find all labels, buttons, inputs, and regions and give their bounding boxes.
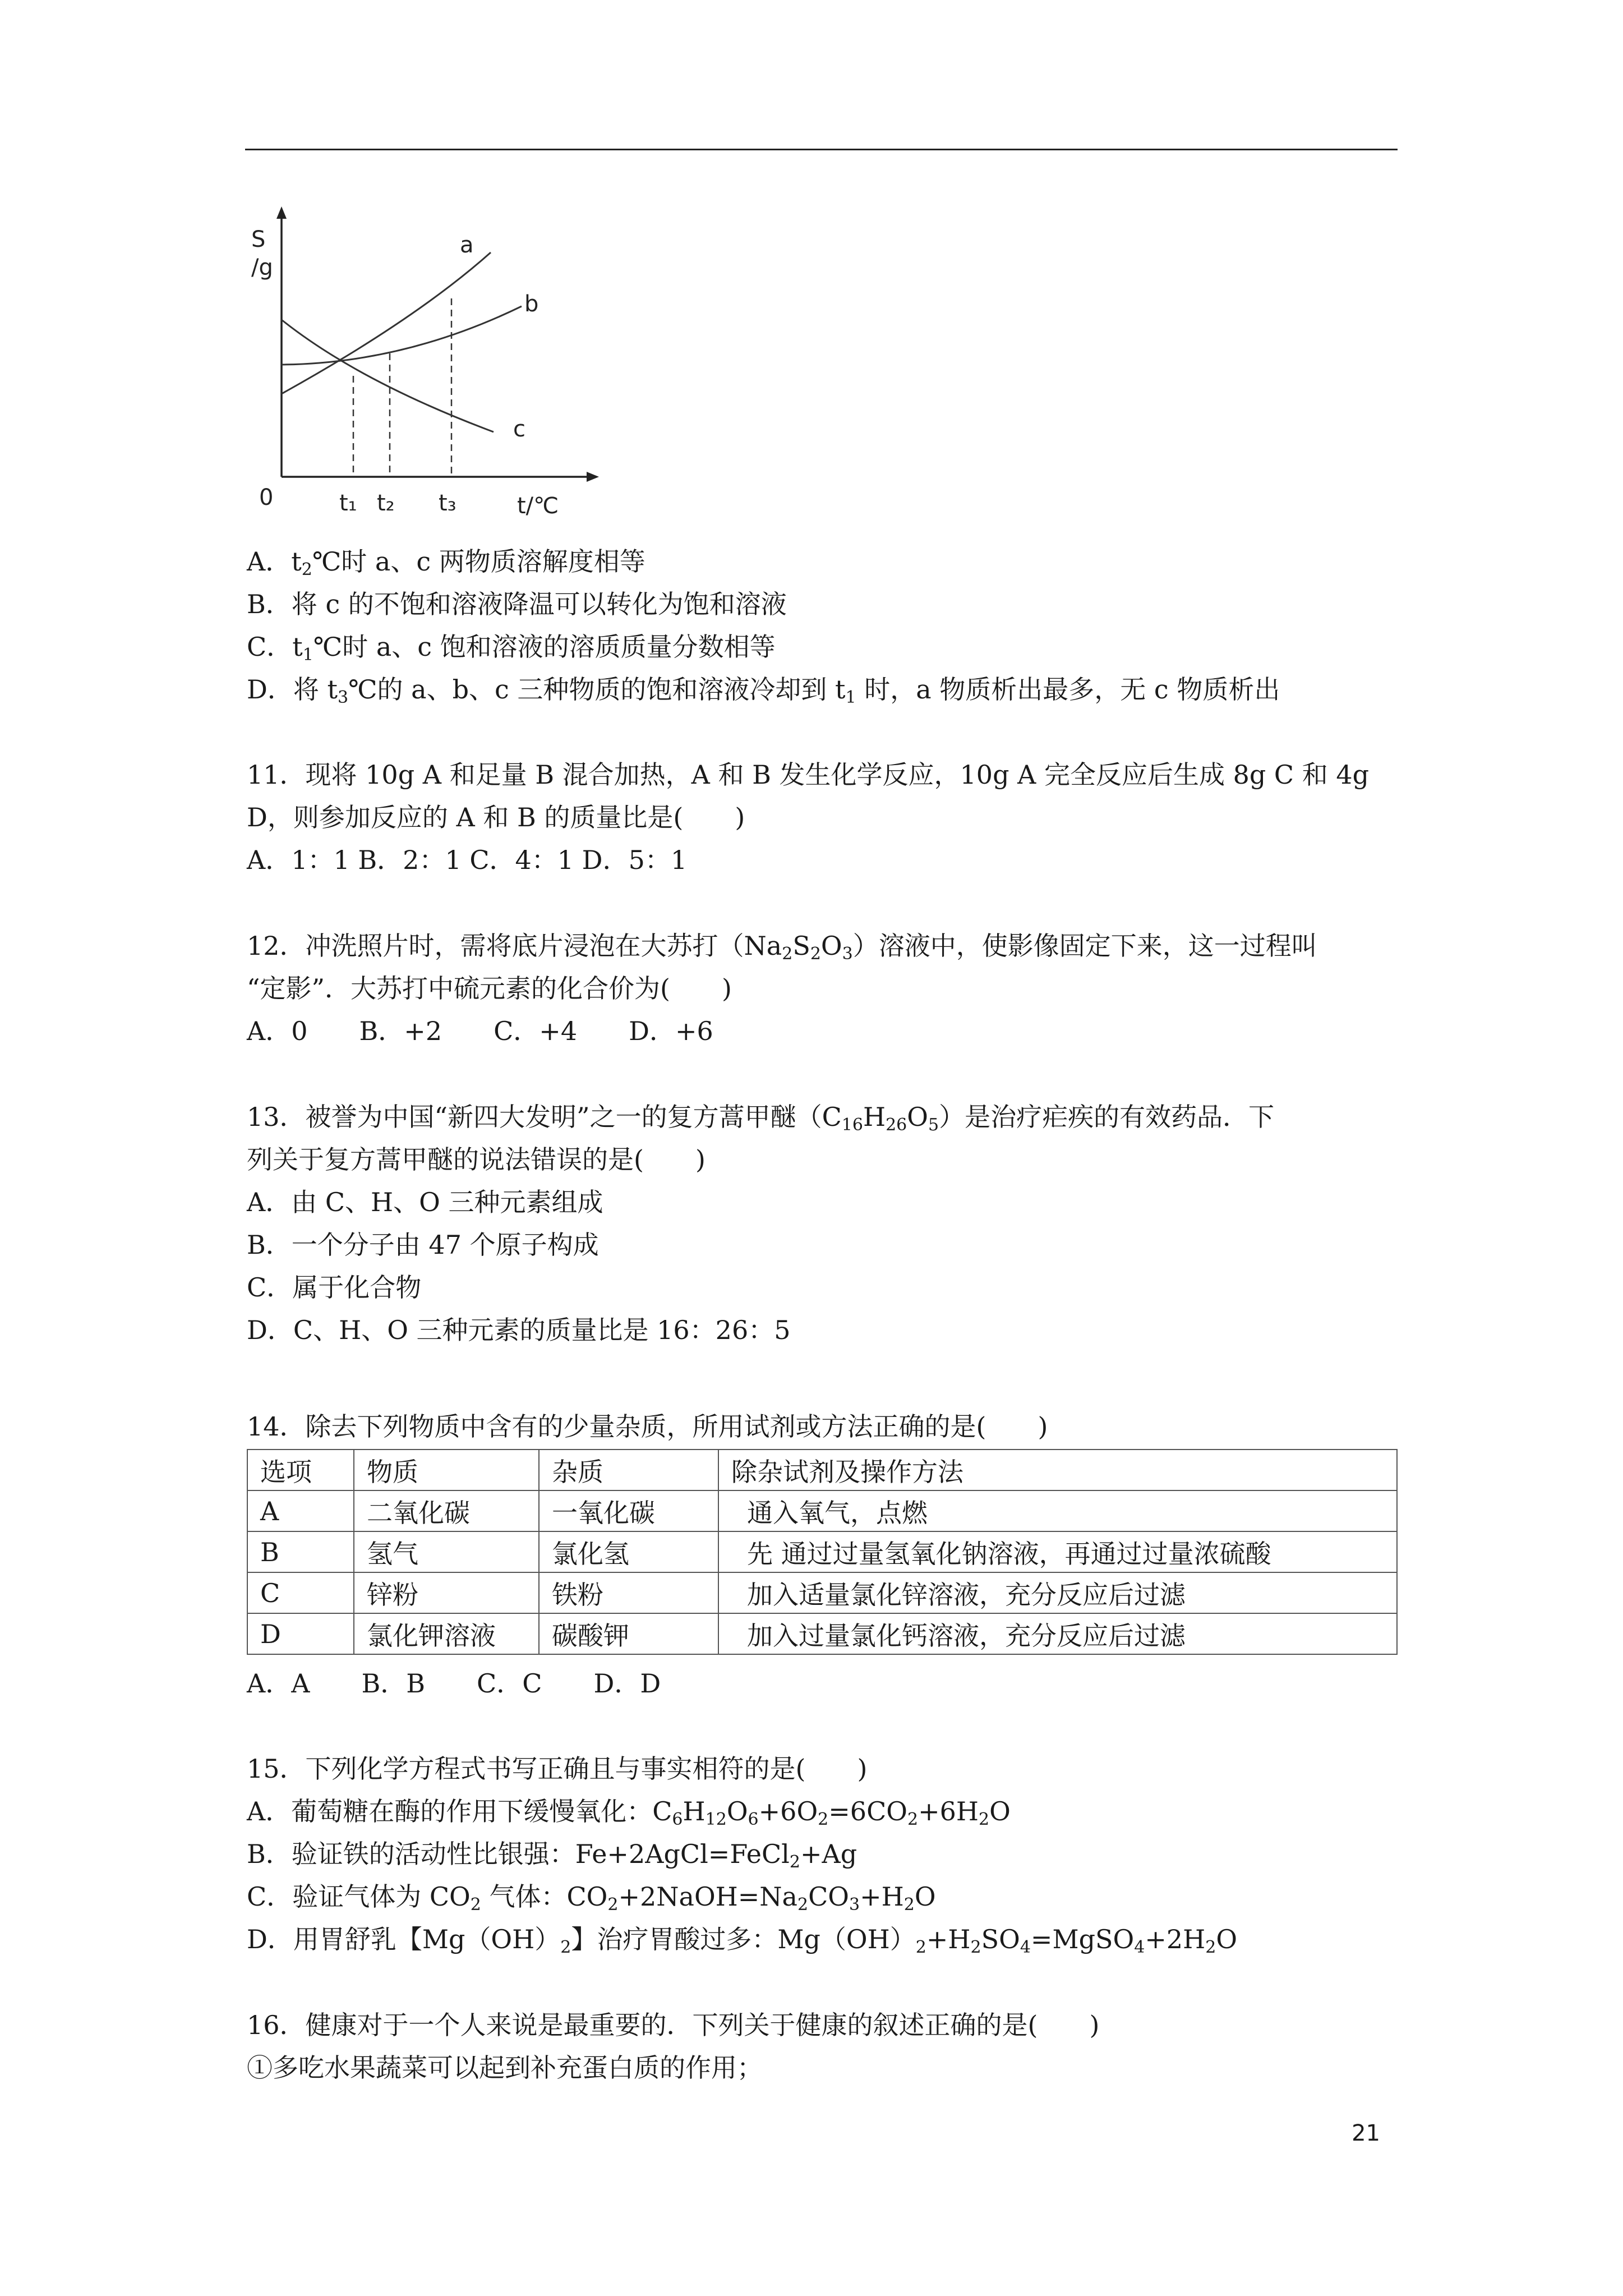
table-cell: 先 通过过量氢氧化钠溶液，再通过过量浓硫酸 — [718, 1531, 1397, 1572]
q15-option-b: B．验证铁的活动性比银强：Fe+2AgCl=FeCl$_2$+Ag — [247, 1839, 857, 1872]
table-header-cell: 物质 — [354, 1450, 539, 1490]
tick-t2: t₂ — [377, 490, 395, 516]
q13-stem-line2: 列关于复方蒿甲醚的说法错误的是( ) — [247, 1144, 706, 1175]
curve-a-label: a — [460, 232, 474, 258]
q10-option-d: D．将 $t_3℃$的 a、b、c 三种物质的饱和溶液冷却到 $t_1$ 时，a 物质析出最多，无 c 物质析出 — [247, 674, 1280, 707]
q14-table — [247, 1449, 1398, 1655]
origin-label: 0 — [259, 485, 274, 510]
q12-stem-line1: 12．冲洗照片时，需将底片浸泡在大苏打$(Na_2S_2O_3)$溶液中，使影像固定下来，这一过程叫 — [247, 931, 1317, 964]
x-axis-label: t/℃ — [517, 493, 559, 519]
y-axis-label-s: S — [251, 227, 266, 252]
q13-option-d: D．C、H、O 三种元素的质量比是 16：26：5 — [247, 1315, 791, 1345]
q10-option-c: C．$t_1℃$时 a、c 饱和溶液的溶质质量分数相等 — [247, 632, 776, 665]
table-cell: 加入适量氯化锌溶液，充分反应后过滤 — [718, 1572, 1397, 1613]
tick-t1: t₁ — [339, 490, 357, 516]
table-cell: 通入氧气，点燃 — [718, 1490, 1397, 1531]
q15-option-a: A．葡萄糖在酶的作用下缓慢氧化：$C_6H_{12}O_6+6O_2=6CO_2+6H_2O$ — [247, 1796, 1011, 1829]
table-row — [247, 1613, 1397, 1654]
table-cell: 加入过量氯化钙溶液，充分反应后过滤 — [718, 1613, 1397, 1654]
table-cell: 二氧化碳 — [354, 1490, 539, 1531]
table-header-cell: 选项 — [247, 1450, 354, 1490]
page-number: 21 — [1352, 2120, 1380, 2146]
q15-option-c: C．验证气体为 $CO_2$ 气体：$CO_2+2NaOH=Na_2CO_3+H_2O$ — [247, 1881, 936, 1915]
table-cell: 铁粉 — [539, 1572, 718, 1613]
q13-option-b: B．一个分子由 47 个原子构成 — [247, 1230, 599, 1260]
table-cell: B — [247, 1531, 354, 1572]
curve-c-label: c — [513, 416, 525, 442]
table-cell: 锌粉 — [354, 1572, 539, 1613]
table-header-row — [247, 1450, 1397, 1490]
x-axis-arrow — [587, 472, 599, 482]
table-row — [247, 1572, 1397, 1613]
q13-option-c: C．属于化合物 — [247, 1272, 422, 1303]
table-header-cell: 除杂试剂及操作方法 — [718, 1450, 1397, 1490]
curve-a — [282, 252, 491, 394]
q15-stem: 15．下列化学方程式书写正确且与事实相符的是( ) — [247, 1754, 868, 1784]
table-cell: 氯化钾溶液 — [354, 1613, 539, 1654]
q12-options: A．0 B．+2 C．+4 D．+6 — [247, 1016, 713, 1046]
solubility-curve-figure — [247, 196, 639, 522]
table-cell: 一氧化碳 — [539, 1490, 718, 1531]
table-row — [247, 1531, 1397, 1572]
y-axis-label-unit: /g — [251, 255, 273, 280]
table-row — [247, 1490, 1397, 1531]
table-cell: D — [247, 1613, 354, 1654]
table-cell: A — [247, 1490, 354, 1531]
table-cell: 氢气 — [354, 1531, 539, 1572]
curve-b-label: b — [524, 291, 539, 317]
y-axis-arrow — [276, 206, 287, 219]
table-cell: 碳酸钾 — [539, 1613, 718, 1654]
table-cell: C — [247, 1572, 354, 1613]
q11-options: A．1：1 B．2：1 C．4：1 D．5：1 — [247, 845, 688, 875]
q10-option-a: A．$t_2℃$时 a、c 两物质溶解度相等 — [247, 546, 645, 579]
q16-stem: 16．健康对于一个人来说是最重要的．下列关于健康的叙述正确的是( ) — [247, 2010, 1100, 2040]
table-cell: 氯化氢 — [539, 1531, 718, 1572]
q13-stem-line1: 13．被誉为中国“新四大发明”之一的复方蒿甲醚$(C_{16}H_{26}O_5)$是治疗疟疾的有效药品．下 — [247, 1102, 1275, 1135]
q12-stem-line2: “定影”．大苏打中硫元素的化合价为( ) — [247, 973, 732, 1004]
table-header-cell: 杂质 — [539, 1450, 718, 1490]
q13-option-a: A．由 C、H、O 三种元素组成 — [247, 1187, 603, 1217]
tick-t3: t₃ — [439, 490, 457, 516]
curve-b — [282, 306, 522, 365]
q16-item-1: ①多吃水果蔬菜可以起到补充蛋白质的作用； — [247, 2053, 763, 2083]
q11-stem-line2: D，则参加反应的 A 和 B 的质量比是( ) — [247, 802, 745, 832]
q15-option-d: D．用胃舒乳【$Mg(OH)_2$】治疗胃酸过多：$Mg(OH)_2+H_2SO_4=MgSO_4+2H_2O$ — [247, 1924, 1238, 1957]
header-rule — [245, 149, 1398, 150]
q14-options: A．A B．B C．C D．D — [247, 1668, 661, 1699]
q14-stem: 14．除去下列物质中含有的少量杂质，所用试剂或方法正确的是( ) — [247, 1411, 1048, 1442]
q10-option-b: B．将 c 的不饱和溶液降温可以转化为饱和溶液 — [247, 589, 787, 619]
q11-stem-line1: 11．现将 10g A 和足量 B 混合加热，A 和 B 发生化学反应，10g A 完全反应后生成 8g C 和 4g — [247, 760, 1370, 790]
